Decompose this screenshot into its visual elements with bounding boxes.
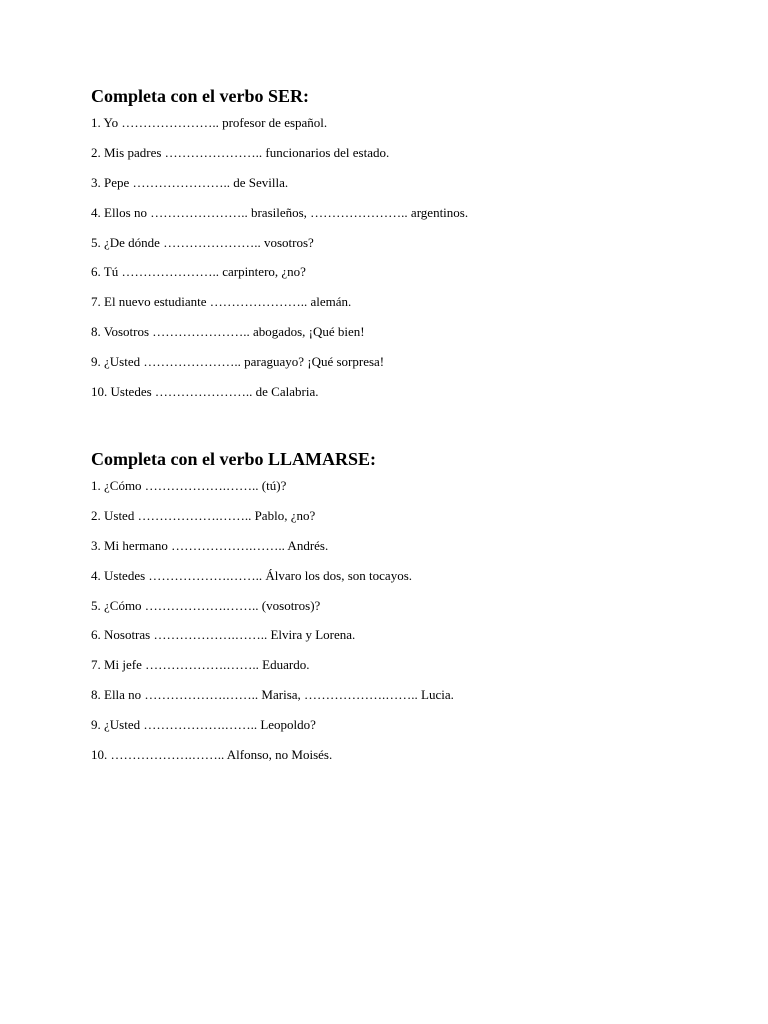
exercise-item: 10. Ustedes ………………….. de Calabria. [91,384,319,400]
exercise-item: 6. Tú ………………….. carpintero, ¿no? [91,264,306,280]
exercise-item: 2. Mis padres ………………….. funcionarios del estado. [91,144,390,160]
section-ser [91,84,711,413]
exercise-item: 5. ¿De dónde ………………….. vosotros? [91,234,314,250]
exercise-item: 8. Vosotros ………………….. abogados, ¡Qué bien! [91,324,365,340]
exercise-item: 4. Ellos no ………………….. brasileños, ………………….. argentinos. [91,204,469,220]
exercise-item: 9. ¿Usted ……………….…….. Leopoldo? [91,717,316,733]
exercise-item: 3. Mi hermano ……………….…….. Andrés. [91,537,329,553]
exercise-item: 2. Usted ……………….…….. Pablo, ¿no? [91,507,316,523]
exercise-item: 7. Mi jefe ……………….…….. Eduardo. [91,657,310,673]
exercise-item: 4. Ustedes ……………….…….. Álvaro los dos, son tocayos. [91,567,413,583]
exercise-item: 10. ……………….…….. Alfonso, no Moisés. [91,747,333,763]
exercise-item: 1. Yo ………………….. profesor de español. [91,115,328,130]
exercise-item: 8. Ella no ……………….…….. Marisa, ……………….…….. Lucia. [91,687,454,703]
exercise-item: 9. ¿Usted ………………….. paraguayo? ¡Qué sorpresa! [91,354,385,370]
exercise-item: 1. ¿Cómo ……………….…….. (tú)? [91,478,287,493]
exercise-item: 3. Pepe ………………….. de Sevilla. [91,174,289,190]
exercise-item: 7. El nuevo estudiante ………………….. alemán. [91,294,352,310]
section-heading-ser: Completa con el verbo SER: [91,86,309,106]
section-llamarse [91,447,711,776]
exercise-item: 6. Nosotras ……………….…….. Elvira y Lorena. [91,627,356,643]
exercise-item: 5. ¿Cómo ……………….…….. (vosotros)? [91,597,321,613]
section-heading-llamarse: Completa con el verbo LLAMARSE: [91,449,376,469]
